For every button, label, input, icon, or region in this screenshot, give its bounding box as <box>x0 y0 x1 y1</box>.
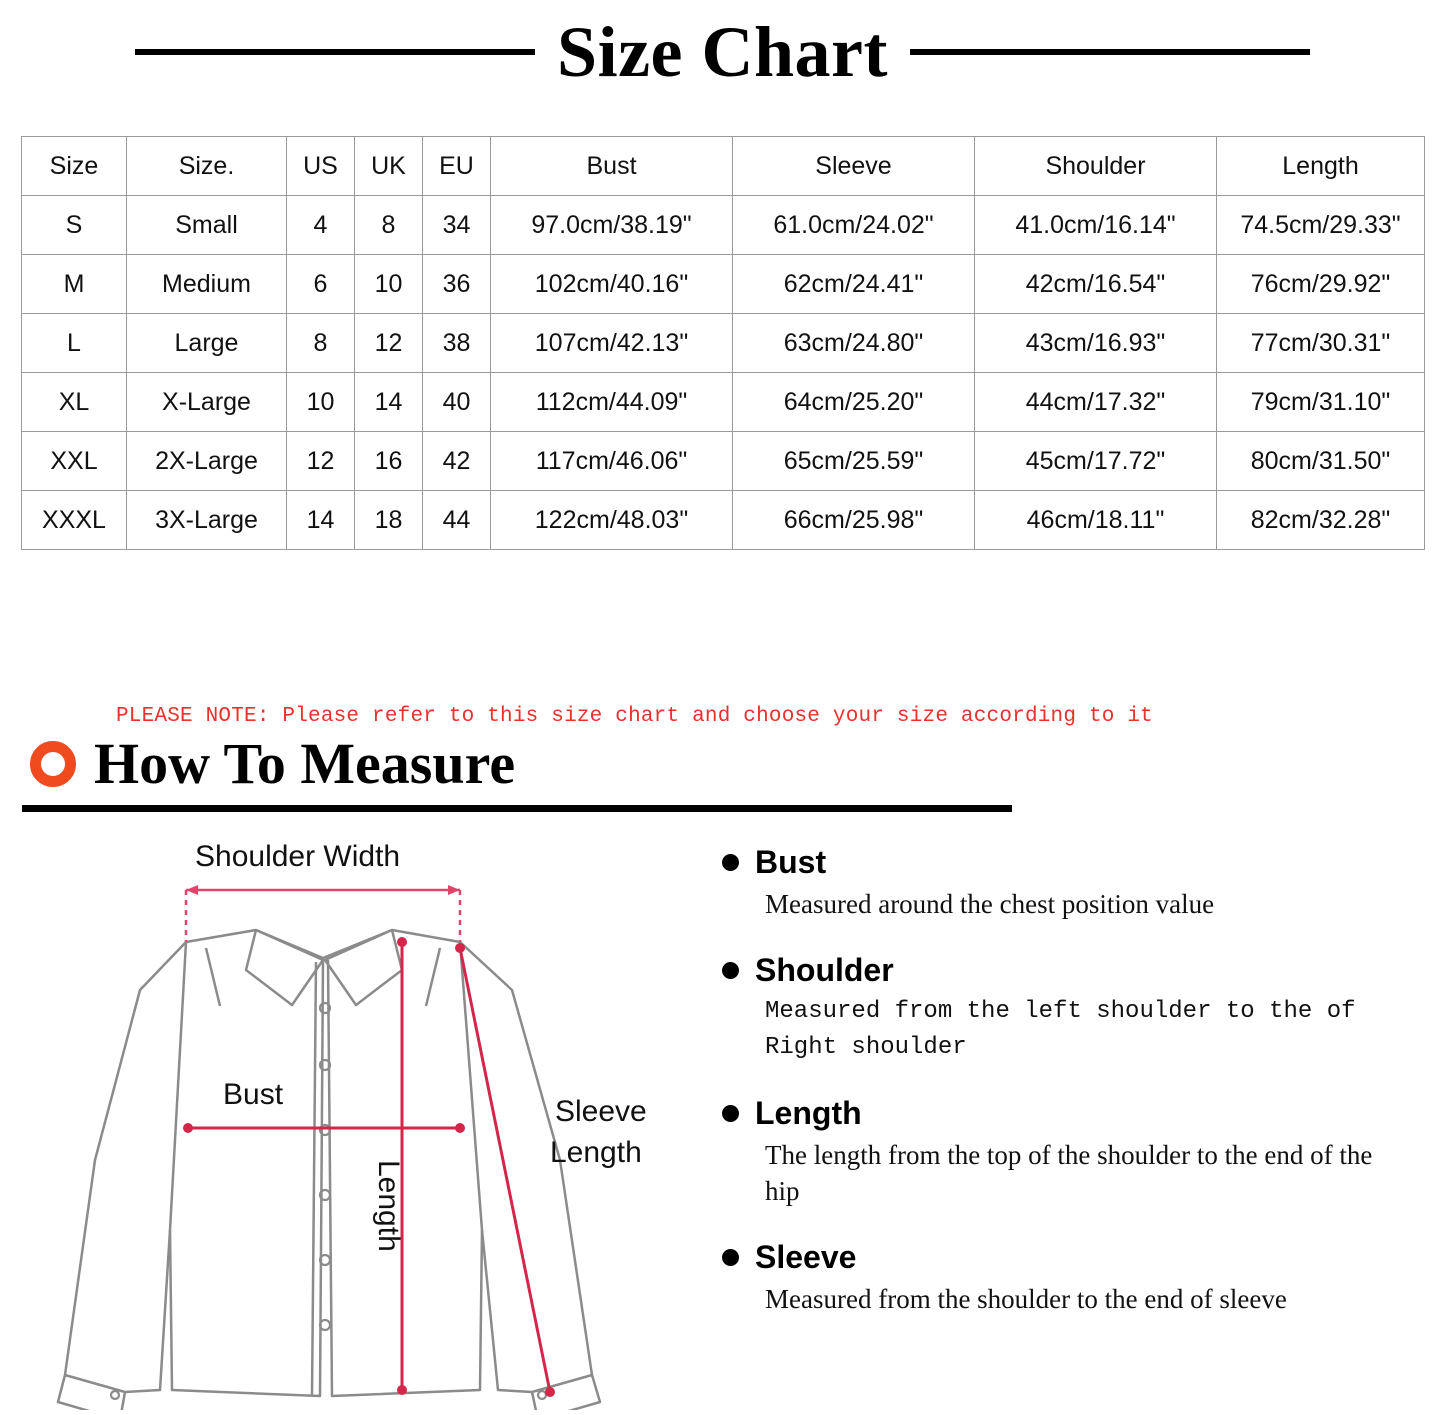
table-row <box>22 491 1425 550</box>
cell-length: 74.5cm/29.33" <box>1217 196 1425 255</box>
cell-shoulder: 46cm/18.11" <box>975 491 1217 550</box>
table-row <box>22 255 1425 314</box>
diagram-label-sleeve-line2: Length <box>550 1136 642 1169</box>
cell-sleeve: 65cm/25.59" <box>733 432 975 491</box>
cell-size: M <box>22 255 127 314</box>
column-header-eu: EU <box>423 137 491 196</box>
title-rule-right <box>910 49 1310 55</box>
cell-size-name: Medium <box>127 255 287 314</box>
column-header-size: Size <box>22 137 127 196</box>
cell-size-name: 2X-Large <box>127 432 287 491</box>
bullet-icon <box>722 854 739 871</box>
cell-eu: 38 <box>423 314 491 373</box>
cell-us: 6 <box>287 255 355 314</box>
cell-length: 79cm/31.10" <box>1217 373 1425 432</box>
cell-shoulder: 44cm/17.32" <box>975 373 1217 432</box>
bullet-icon <box>722 962 739 979</box>
cell-uk: 18 <box>355 491 423 550</box>
cell-us: 8 <box>287 314 355 373</box>
cell-size: XXXL <box>22 491 127 550</box>
table-row <box>22 373 1425 432</box>
cell-sleeve: 66cm/25.98" <box>733 491 975 550</box>
cell-size-name: Small <box>127 196 287 255</box>
column-header-bust: Bust <box>491 137 733 196</box>
size-chart-table <box>21 136 1425 550</box>
cell-uk: 10 <box>355 255 423 314</box>
cell-length: 77cm/30.31" <box>1217 314 1425 373</box>
list-item <box>722 1096 1422 1210</box>
bullet-icon <box>722 1105 739 1122</box>
cell-size: L <box>22 314 127 373</box>
cell-bust: 102cm/40.16" <box>491 255 733 314</box>
cell-eu: 36 <box>423 255 491 314</box>
cell-uk: 14 <box>355 373 423 432</box>
page-title-row <box>0 6 1445 98</box>
cell-sleeve: 64cm/25.20" <box>733 373 975 432</box>
desc-text-sleeve: Measured from the shoulder to the end of sleeve <box>765 1284 1287 1315</box>
cell-length: 82cm/32.28" <box>1217 491 1425 550</box>
table-header-row <box>22 137 1425 196</box>
cell-sleeve: 63cm/24.80" <box>733 314 975 373</box>
desc-head <box>722 845 1422 880</box>
cell-us: 4 <box>287 196 355 255</box>
cell-eu: 40 <box>423 373 491 432</box>
page-title: Size Chart <box>557 12 888 92</box>
list-item <box>722 845 1422 923</box>
cell-us: 12 <box>287 432 355 491</box>
cell-size: S <box>22 196 127 255</box>
table-row <box>22 314 1425 373</box>
diagram-label-shoulder-width: Shoulder Width <box>195 840 401 873</box>
column-header-uk: UK <box>355 137 423 196</box>
cell-us: 10 <box>287 373 355 432</box>
desc-text-shoulder: Measured from the left shoulder to the of Right shoulder <box>765 997 1356 1061</box>
cell-size: XL <box>22 373 127 432</box>
desc-head <box>722 1096 1422 1131</box>
cell-size-name: 3X-Large <box>127 491 287 550</box>
column-header-shoulder: Shoulder <box>975 137 1217 196</box>
cell-shoulder: 42cm/16.54" <box>975 255 1217 314</box>
cell-eu: 44 <box>423 491 491 550</box>
cell-uk: 8 <box>355 196 423 255</box>
cell-sleeve: 61.0cm/24.02" <box>733 196 975 255</box>
cell-uk: 16 <box>355 432 423 491</box>
cell-us: 14 <box>287 491 355 550</box>
cell-bust: 107cm/42.13" <box>491 314 733 373</box>
desc-text-bust: Measured around the chest position value <box>765 889 1215 920</box>
cell-size-name: X-Large <box>127 373 287 432</box>
cell-bust: 117cm/46.06" <box>491 432 733 491</box>
cell-size: XXL <box>22 432 127 491</box>
cell-length: 80cm/31.50" <box>1217 432 1425 491</box>
list-item <box>722 1240 1422 1318</box>
cell-bust: 122cm/48.03" <box>491 491 733 550</box>
table-row <box>22 432 1425 491</box>
shirt-outline-icon <box>58 930 600 1410</box>
diagram-label-sleeve-line1: Sleeve <box>555 1095 647 1128</box>
title-rule-left <box>135 49 535 55</box>
column-header-size-name: Size. <box>127 137 287 196</box>
cell-bust: 112cm/44.09" <box>491 373 733 432</box>
cell-bust: 97.0cm/38.19" <box>491 196 733 255</box>
please-note-text: PLEASE NOTE: Please refer to this size chart and choose your size according to it <box>116 705 1153 728</box>
garment-measurement-diagram <box>20 830 720 1410</box>
desc-title-length: Length <box>755 1094 862 1131</box>
ring-icon <box>30 741 76 787</box>
how-to-measure-heading-row <box>30 731 516 796</box>
cell-sleeve: 62cm/24.41" <box>733 255 975 314</box>
column-header-us: US <box>287 137 355 196</box>
desc-title-sleeve: Sleeve <box>755 1238 857 1275</box>
column-header-sleeve: Sleeve <box>733 137 975 196</box>
column-header-length: Length <box>1217 137 1425 196</box>
desc-head <box>722 1240 1422 1275</box>
cell-size-name: Large <box>127 314 287 373</box>
diagram-label-length: Length <box>372 1160 405 1252</box>
cell-eu: 42 <box>423 432 491 491</box>
size-chart-table-container <box>21 136 1424 550</box>
how-to-measure-heading: How To Measure <box>94 731 516 796</box>
shoulder-width-measure-line <box>186 885 460 942</box>
table-row <box>22 196 1425 255</box>
cell-uk: 12 <box>355 314 423 373</box>
desc-title-bust: Bust <box>755 844 827 880</box>
cell-length: 76cm/29.92" <box>1217 255 1425 314</box>
measurement-description-list <box>722 845 1422 1348</box>
diagram-label-bust: Bust <box>223 1078 284 1111</box>
cell-shoulder: 41.0cm/16.14" <box>975 196 1217 255</box>
cell-shoulder: 43cm/16.93" <box>975 314 1217 373</box>
desc-head <box>722 953 1422 988</box>
cell-eu: 34 <box>423 196 491 255</box>
sleeve-length-measure-line <box>455 943 555 1397</box>
list-item <box>722 953 1422 1066</box>
desc-text-length: The length from the top of the shoulder to the end of the hip <box>765 1140 1373 1207</box>
desc-title-shoulder: Shoulder <box>755 951 894 988</box>
cell-shoulder: 45cm/17.72" <box>975 432 1217 491</box>
how-to-measure-divider <box>22 805 1012 812</box>
bullet-icon <box>722 1249 739 1266</box>
